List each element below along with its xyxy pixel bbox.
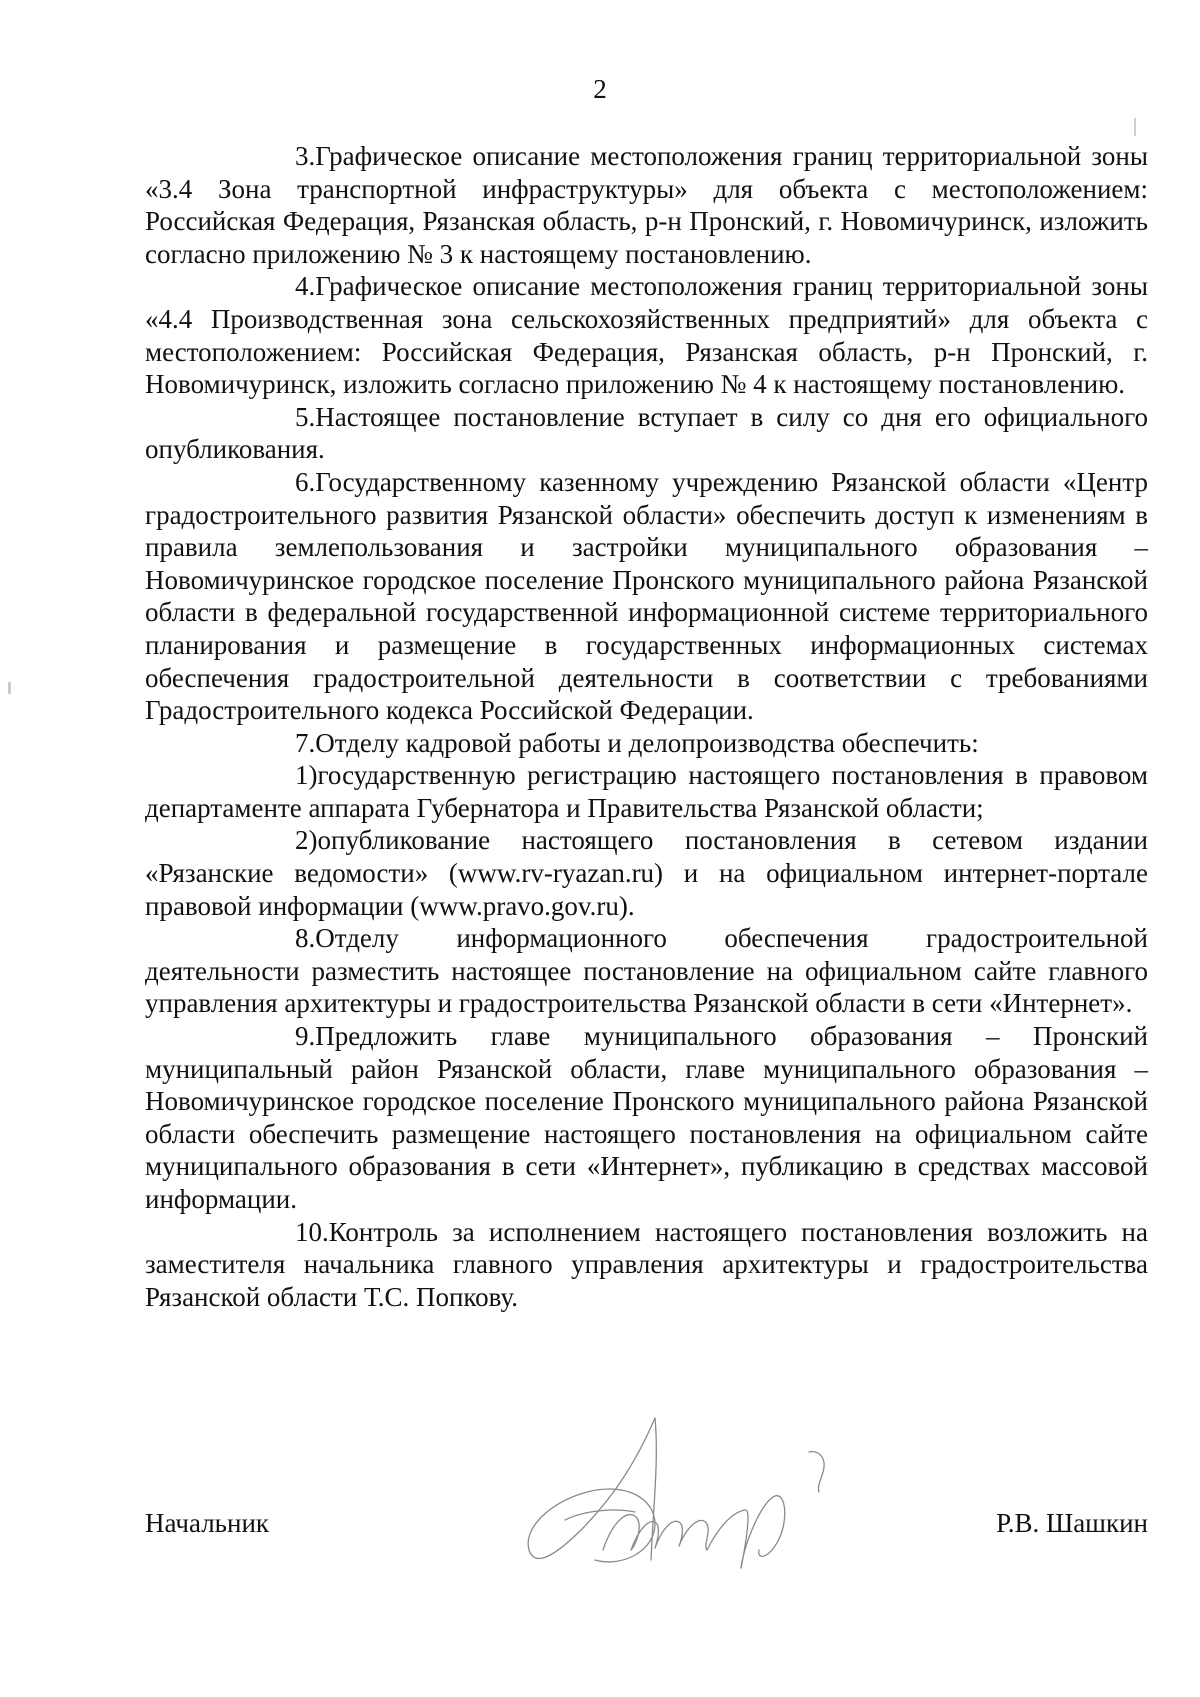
paragraph-text: Государственному казенному учреждению Рязанской области «Центр градостроительного развития Рязанской области» обеспечить доступ к изменениям в правила землепользования и застройки муниципального образования – Новомичуринское городское поселение Пронского муниципального района Рязанской области в федеральной государственной информационной системе территориального планирования и размещение в государственных информационных системах обеспечения градостроительной деятельности в соответствии с требованиями Градостроительного кодекса Российской Федерации. — [145, 466, 1148, 726]
paragraph-text: Отделу кадровой работы и делопроизводства обеспечить: — [315, 727, 979, 758]
paragraph-text: Контроль за исполнением настоящего постановления возложить на заместителя начальника главного управления архитектуры и градостроительства Рязанской области Т.С. Попкову. — [145, 1216, 1148, 1312]
paragraph-10 — [145, 1216, 1148, 1314]
subparagraph-text: опубликование настоящего постановления в сетевом издании «Рязанские ведомости» (www.rv-ryazan.ru) и на официальном интернет-портале правовой информации (www.pravo.gov.ru). — [145, 825, 1148, 921]
paragraph-4 — [145, 270, 1148, 400]
subparagraph-text: государственную регистрацию настоящего постановления в правовом департаменте аппарата Губернатора и Правительства Рязанской области; — [145, 760, 1148, 823]
paragraph-number: 6. — [295, 466, 316, 497]
paragraph-number: 10. — [295, 1216, 329, 1247]
paragraph-number: 4. — [295, 271, 316, 302]
subparagraph-number: 1) — [295, 760, 318, 791]
paragraph-text: Предложить главе муниципального образования – Пронский муниципальный район Рязанской области, главе муниципального образования – Новомичуринское городское поселение Пронского муниципального района Рязанской области обеспечить размещение настоящего постановления на официальном сайте муниципального образования в сети «Интернет», публикацию в средствах массовой информации. — [145, 1021, 1148, 1214]
signer-name: Р.В. Шашкин — [996, 1508, 1148, 1538]
page-number: 2 — [593, 74, 607, 104]
paragraph-number: 8. — [295, 923, 316, 954]
position-title: Начальник — [145, 1508, 270, 1538]
subparagraph-number: 2) — [295, 825, 318, 856]
paragraph-7 — [145, 727, 1148, 760]
paragraph-number: 3. — [295, 141, 316, 171]
paragraph-number: 9. — [295, 1021, 316, 1052]
paragraph-text: Графическое описание местоположения границ территориальной зоны «4.4 Производственная зона сельскохозяйственных предприятий» для объекта с местоположением: Российская Федерация, Рязанская область, р-н Пронский, г. Новомичуринск, изложить согласно приложению № 4 к настоящему постановлению. — [145, 271, 1148, 400]
paragraph-number: 7. — [295, 727, 316, 758]
paragraph-5 — [145, 401, 1148, 466]
document-body — [145, 140, 1148, 1313]
signature-block — [145, 1508, 1148, 1548]
paragraph-text: Отделу информационного обеспечения градостроительной деятельности разместить настоящее постановление на официальном сайте главного управления архитектуры и градостроительства Рязанской области в сети «Интернет». — [145, 923, 1148, 1019]
subparagraph-1 — [145, 759, 1148, 824]
subparagraph-2 — [145, 824, 1148, 922]
scan-artifact — [8, 682, 11, 694]
scan-artifact — [1134, 118, 1136, 136]
paragraph-8 — [145, 922, 1148, 1020]
paragraph-9 — [145, 1020, 1148, 1216]
paragraph-number: 5. — [295, 401, 316, 432]
paragraph-6 — [145, 466, 1148, 727]
paragraph-text: Графическое описание местоположения границ территориальной зоны «3.4 Зона транспортной инфраструктуры» для объекта с местоположением: Российская Федерация, Рязанская область, р-н Пронский, г. Новомичуринск, изложить согласно приложению № 3 к настоящему постановлению. — [145, 141, 1148, 269]
paragraph-text: Настоящее постановление вступает в силу со дня его официального опубликования. — [145, 401, 1148, 465]
paragraph-3 — [145, 140, 1148, 270]
handwritten-signature — [505, 1400, 905, 1600]
